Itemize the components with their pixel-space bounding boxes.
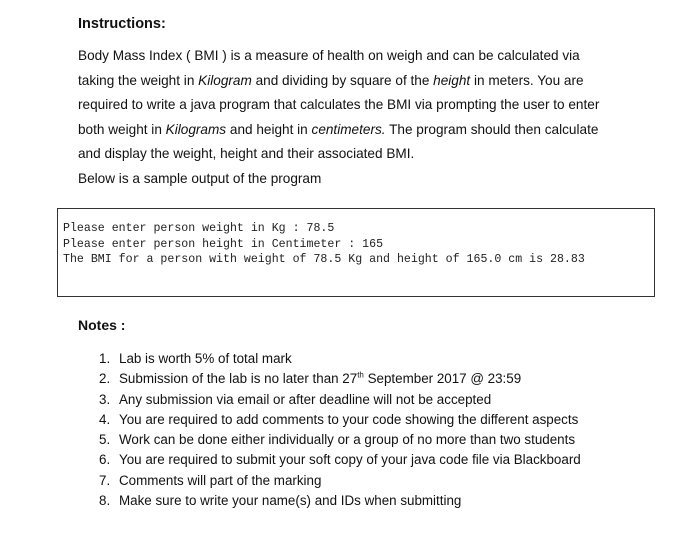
sample-output-box (57, 208, 655, 297)
notes-item-text: Lab is worth 5% of total mark (119, 351, 292, 366)
instructions-line (78, 69, 678, 94)
instructions-line: required to write a java program that calculates the BMI via prompting the user to enter (78, 97, 600, 113)
notes-item-number: 4. (99, 411, 111, 427)
notes-item (99, 471, 581, 491)
sample-output-line: The BMI for a person with weight of 78.5 Kg and height of 165.0 cm is 28.83 (63, 253, 585, 266)
sample-output-line: Please enter person weight in Kg : 78.5 (63, 222, 335, 235)
notes-list (99, 349, 581, 511)
emphasis-kilogram: Kilogram (198, 72, 252, 88)
text-span: in meters. You are (470, 72, 584, 88)
notes-item (99, 369, 581, 389)
notes-item-number: 1. (99, 351, 111, 366)
notes-item-number: 7. (99, 472, 111, 488)
notes-item-text: Work can be done either individually or a group of no more than two students (119, 432, 576, 448)
text-span: both weight in (78, 121, 166, 137)
notes-item-number: 8. (99, 493, 111, 509)
notes-item-number: 2. (99, 371, 111, 387)
instructions-line (78, 118, 678, 143)
notes-item-number: 5. (99, 432, 111, 448)
notes-item-text: Comments will part of the marking (119, 472, 322, 488)
notes-item-text: You are required to submit your soft copy of your java code file via Blackboard (119, 452, 581, 468)
text-span: and height in (226, 121, 312, 137)
sample-output-line: Please enter person height in Centimeter : 165 (63, 237, 384, 251)
notes-item-text: September 2017 @ 23:59 (363, 371, 522, 387)
notes-item-number: 3. (99, 391, 111, 407)
text-span: The program should then calculate (385, 121, 599, 137)
notes-item-text: Any submission via email or after deadline will not be accepted (119, 391, 492, 407)
notes-item-text: Submission of the lab is no later than 27 (119, 371, 358, 387)
instructions-heading: Instructions: (78, 16, 166, 32)
notes-item-text: Make sure to write your name(s) and IDs when submitting (119, 493, 462, 509)
notes-item (99, 450, 581, 470)
notes-heading: Notes : (78, 317, 126, 333)
notes-item (99, 390, 581, 410)
notes-item-text: You are required to add comments to your code showing the different aspects (119, 411, 579, 427)
instructions-line: and display the weight, height and their associated BMI. (78, 146, 415, 162)
text-span: taking the weight in (78, 72, 199, 88)
emphasis-height: height (433, 72, 471, 88)
emphasis-kilograms: Kilograms (165, 121, 227, 137)
notes-item (99, 430, 581, 450)
notes-item (99, 349, 581, 369)
instructions-line: Below is a sample output of the program (78, 170, 322, 186)
notes-item (99, 410, 581, 430)
text-span: and dividing by square of the (251, 72, 434, 88)
notes-item (99, 491, 581, 511)
emphasis-centimeters: centimeters. (311, 121, 386, 137)
instructions-paragraph (78, 44, 678, 192)
ordinal-suffix: th (357, 370, 364, 380)
notes-item-number: 6. (99, 452, 111, 468)
instructions-line: Body Mass Index ( BMI ) is a measure of health on weigh and can be calculated via (78, 48, 580, 63)
